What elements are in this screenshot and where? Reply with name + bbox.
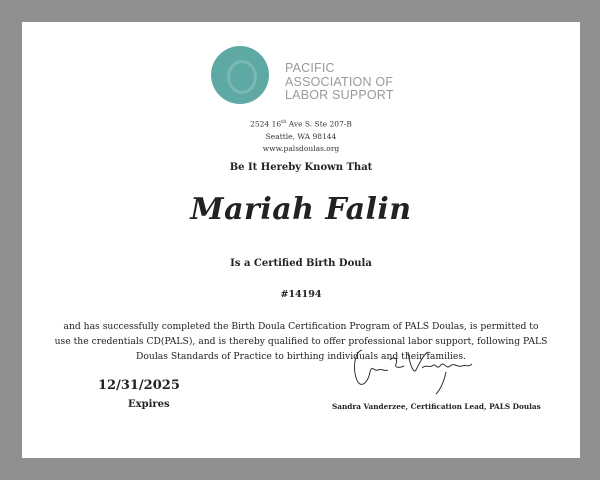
certificate (22, 22, 580, 458)
logo-circle-icon (211, 46, 269, 104)
org-name-line: LABOR SUPPORT (285, 88, 394, 102)
recipient-name: Mariah Falin (190, 192, 412, 227)
certification-title: Is a Certified Birth Doula (230, 258, 372, 269)
address-line1 (22, 116, 580, 131)
certificate-body: and has successfully completed the Birth Doula Certification Program of PALS Doulas, is permitted to use the credentials CD(PALS), and is thereby qualified to offer professional labor support, following PALS Doulas Standards of Practice to birthing individuals and their families. (54, 321, 548, 362)
ordinal-suffix: th (281, 119, 287, 125)
street-rest: Ave S. Ste 207-B (286, 119, 352, 129)
address-city: Seattle, WA 98144 (265, 131, 337, 141)
heading: Be It Hereby Known That (229, 162, 373, 173)
expiry-label: Expires (128, 399, 170, 410)
signer-caption: Sandra Vanderzee, Certification Lead, PALS Doulas (332, 402, 541, 411)
org-name (285, 62, 394, 103)
org-name-line: ASSOCIATION OF (285, 74, 394, 89)
certificate-number: #14194 (280, 289, 322, 300)
website: www.palsdoulas.org (262, 143, 340, 153)
address (22, 116, 580, 155)
expiry-date: 12/31/2025 (98, 378, 180, 393)
org-name-line: PACIFIC (285, 61, 335, 75)
signature-image (344, 342, 474, 397)
street-number: 2524 16 (250, 119, 282, 129)
